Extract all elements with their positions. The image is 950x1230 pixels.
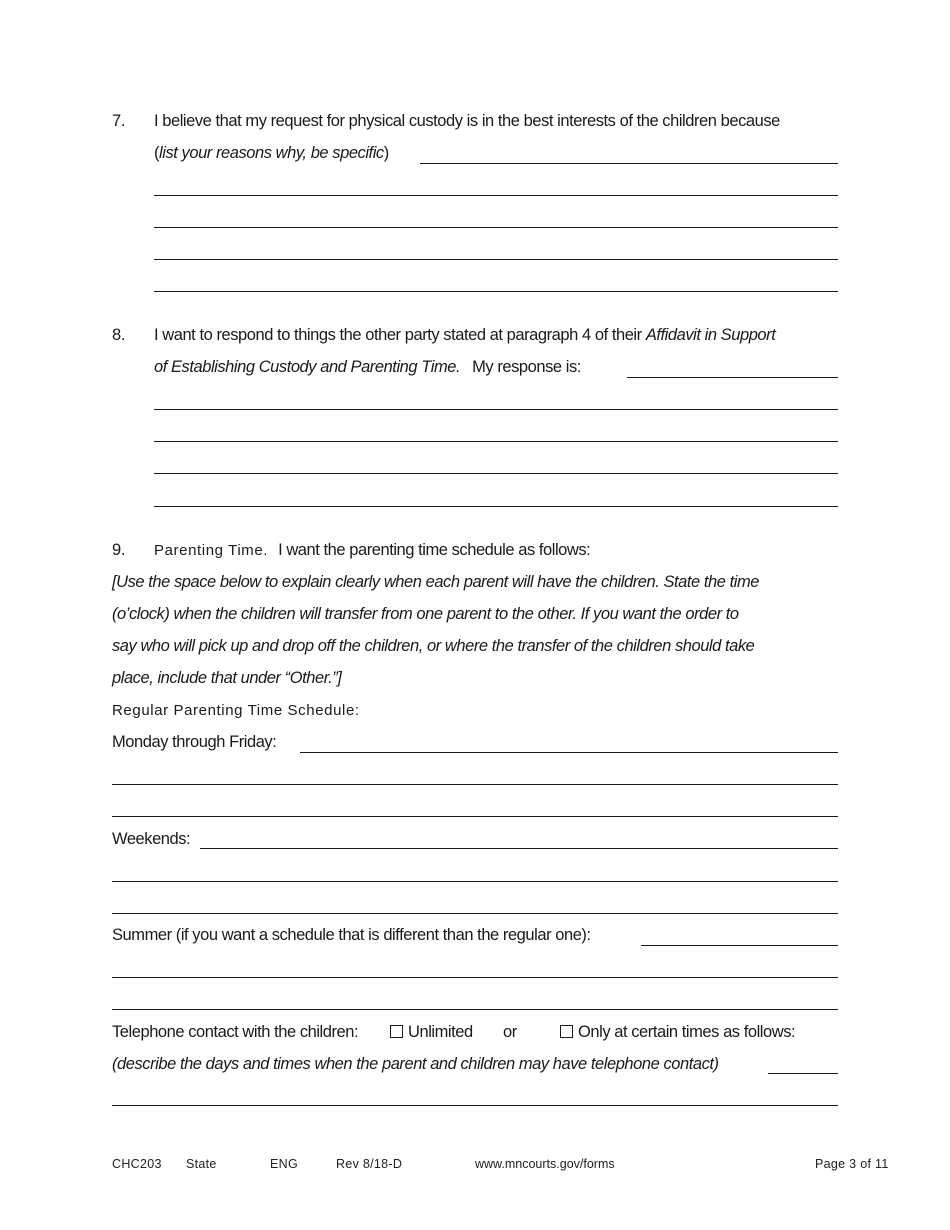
footer-form-code: CHC203 — [112, 1157, 162, 1171]
item-8-answer-line[interactable] — [154, 473, 838, 474]
telephone-label: Telephone contact with the children: — [112, 1023, 359, 1041]
item-7-answer-line[interactable] — [154, 195, 838, 196]
item-9-instruction-line: [Use the space below to explain clearly when each parent will have the children. State the time — [112, 573, 759, 591]
telephone-instruction: (describe the days and times when the parent and children may have telephone contact) — [112, 1055, 719, 1073]
summer-label: Summer (if you want a schedule that is different than the regular one): — [112, 926, 591, 944]
item-8-answer-line[interactable] — [154, 409, 838, 410]
item-9-instruction-line: say who will pick up and drop off the children, or where the transfer of the children should take — [112, 637, 755, 655]
weekdays-answer-line[interactable] — [112, 784, 838, 785]
footer-website[interactable]: www.mncourts.gov/forms — [475, 1157, 615, 1171]
weekends-answer-line[interactable] — [200, 848, 838, 849]
item-7-answer-line[interactable] — [420, 163, 838, 164]
item-7-answer-line[interactable] — [154, 291, 838, 292]
item-8-answer-line[interactable] — [154, 441, 838, 442]
certain-times-option[interactable]: Only at certain times as follows: — [560, 1023, 795, 1042]
schedule-heading: Regular Parenting Time Schedule: — [112, 702, 360, 719]
item-9-instruction-line: (o’clock) when the children will transfer from one parent to the other. If you want the order to — [112, 605, 739, 623]
weekends-answer-line[interactable] — [112, 881, 838, 882]
telephone-answer-line[interactable] — [112, 1105, 838, 1106]
weekends-label: Weekends: — [112, 830, 191, 848]
unlimited-option[interactable]: Unlimited — [390, 1023, 473, 1042]
weekdays-answer-line[interactable] — [112, 816, 838, 817]
footer-revision: Rev 8/18-D — [336, 1157, 403, 1171]
weekdays-answer-line[interactable] — [300, 752, 838, 753]
footer-jurisdiction: State — [186, 1157, 217, 1171]
summer-answer-line[interactable] — [112, 1009, 838, 1010]
item-8-text-line2: of Establishing Custody and Parenting Time. My response is: — [154, 358, 581, 376]
item-7-number: 7. — [112, 112, 126, 130]
or-label: or — [503, 1023, 517, 1041]
item-7-answer-line[interactable] — [154, 259, 838, 260]
telephone-answer-line[interactable] — [768, 1073, 838, 1074]
item-8-answer-line[interactable] — [627, 377, 838, 378]
item-7-instruction: (list your reasons why, be specific) — [154, 144, 389, 162]
item-7-text: I believe that my request for physical custody is in the best interests of the children because — [154, 112, 780, 130]
item-9-instruction-line: place, include that under “Other.”] — [112, 669, 342, 687]
footer-page-number: Page 3 of 11 — [815, 1157, 889, 1171]
item-9-heading: Parenting Time. I want the parenting time schedule as follows: — [154, 541, 591, 559]
summer-answer-line[interactable] — [112, 977, 838, 978]
item-8-number: 8. — [112, 326, 126, 344]
weekends-answer-line[interactable] — [112, 913, 838, 914]
item-8-answer-line[interactable] — [154, 506, 838, 507]
item-7-answer-line[interactable] — [154, 227, 838, 228]
weekdays-label: Monday through Friday: — [112, 733, 277, 751]
item-9-number: 9. — [112, 541, 126, 559]
summer-answer-line[interactable] — [641, 945, 838, 946]
item-8-text: I want to respond to things the other party stated at paragraph 4 of their Affidavit in Support — [154, 326, 776, 344]
certain-times-checkbox[interactable] — [560, 1025, 573, 1038]
footer-language: ENG — [270, 1157, 298, 1171]
unlimited-checkbox[interactable] — [390, 1025, 403, 1038]
